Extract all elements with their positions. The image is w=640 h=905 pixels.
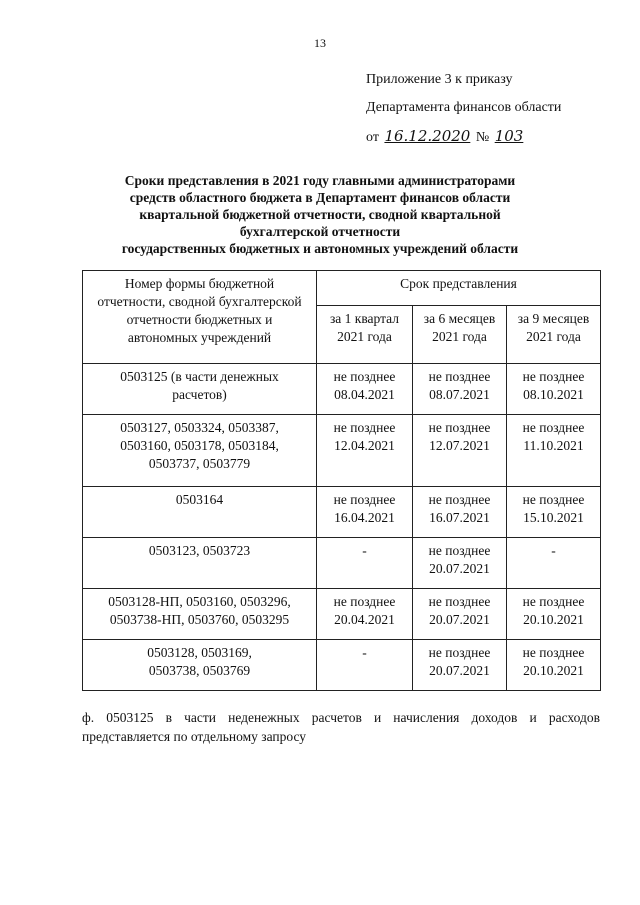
- subheader-q1: за 1 квартал 2021 года: [317, 306, 413, 364]
- title-line: Сроки представления в 2021 году главными администраторами: [124, 173, 516, 188]
- q1-cell: не позднее 20.04.2021: [317, 589, 413, 640]
- table-row: [83, 640, 601, 691]
- h1-cell: не позднее 20.07.2021: [413, 589, 507, 640]
- m9-cell: не позднее 11.10.2021: [507, 415, 601, 487]
- h1-cell: не позднее 20.07.2021: [413, 640, 507, 691]
- title-line: средств областного бюджета в Департамент финансов области: [129, 190, 511, 205]
- m9-cell: не позднее 20.10.2021: [507, 640, 601, 691]
- h1-cell: не позднее 20.07.2021: [413, 538, 507, 589]
- order-number: 103: [494, 127, 524, 145]
- date-prefix: от: [366, 130, 379, 145]
- order-date: 16.12.2020: [384, 127, 471, 145]
- h1-cell: не позднее 16.07.2021: [413, 487, 507, 538]
- q1-cell: не позднее 16.04.2021: [317, 487, 413, 538]
- form-cell: 0503164: [83, 487, 317, 538]
- q1-cell: -: [317, 538, 413, 589]
- page-number: 13: [314, 36, 326, 50]
- form-cell: 0503123, 0503723: [83, 538, 317, 589]
- appendix-line-2: Департамента финансов области: [366, 100, 562, 115]
- m9-cell: не позднее 20.10.2021: [507, 589, 601, 640]
- appendix-date-line: [366, 122, 561, 150]
- form-cell: 0503125 (в части денежных расчетов): [83, 364, 317, 415]
- document-title: [60, 172, 580, 257]
- subheader-9-months: за 9 месяцев 2021 года: [507, 306, 601, 364]
- appendix-line-1: Приложение 3 к приказу: [366, 72, 513, 87]
- m9-cell: не позднее 15.10.2021: [507, 487, 601, 538]
- form-cell: 0503128-НП, 0503160, 0503296, 0503738-НП, 0503760, 0503295: [83, 589, 317, 640]
- appendix-block: [366, 66, 561, 150]
- form-cell: 0503127, 0503324, 0503387, 0503160, 0503178, 0503184, 0503737, 0503779: [83, 415, 317, 487]
- title-line: государственных бюджетных и автономных учреждений области: [121, 241, 519, 256]
- title-line: квартальной бюджетной отчетности, сводной квартальной: [139, 207, 501, 222]
- q1-cell: не позднее 08.04.2021: [317, 364, 413, 415]
- footnote: ф. 0503125 в части неденежных расчетов и начисления доходов и расходов представляется по отдельному запросу: [82, 710, 600, 744]
- table-row: [83, 364, 601, 415]
- m9-cell: -: [507, 538, 601, 589]
- table-row: [83, 538, 601, 589]
- header-deadline: Срок представления: [317, 271, 601, 306]
- q1-cell: -: [317, 640, 413, 691]
- deadlines-table: [82, 270, 601, 691]
- title-line: бухгалтерской отчетности: [239, 224, 401, 239]
- header-form-number: Номер формы бюджетной отчетности, сводной бухгалтерской отчетности бюджетных и автономных учреждений: [83, 271, 317, 364]
- q1-cell: не позднее 12.04.2021: [317, 415, 413, 487]
- number-sign: №: [475, 130, 490, 145]
- h1-cell: не позднее 12.07.2021: [413, 415, 507, 487]
- h1-cell: не позднее 08.07.2021: [413, 364, 507, 415]
- table-row: [83, 415, 601, 487]
- table-row: [83, 487, 601, 538]
- form-cell: 0503128, 0503169, 0503738, 0503769: [83, 640, 317, 691]
- table-row: [83, 589, 601, 640]
- m9-cell: не позднее 08.10.2021: [507, 364, 601, 415]
- subheader-6-months: за 6 месяцев 2021 года: [413, 306, 507, 364]
